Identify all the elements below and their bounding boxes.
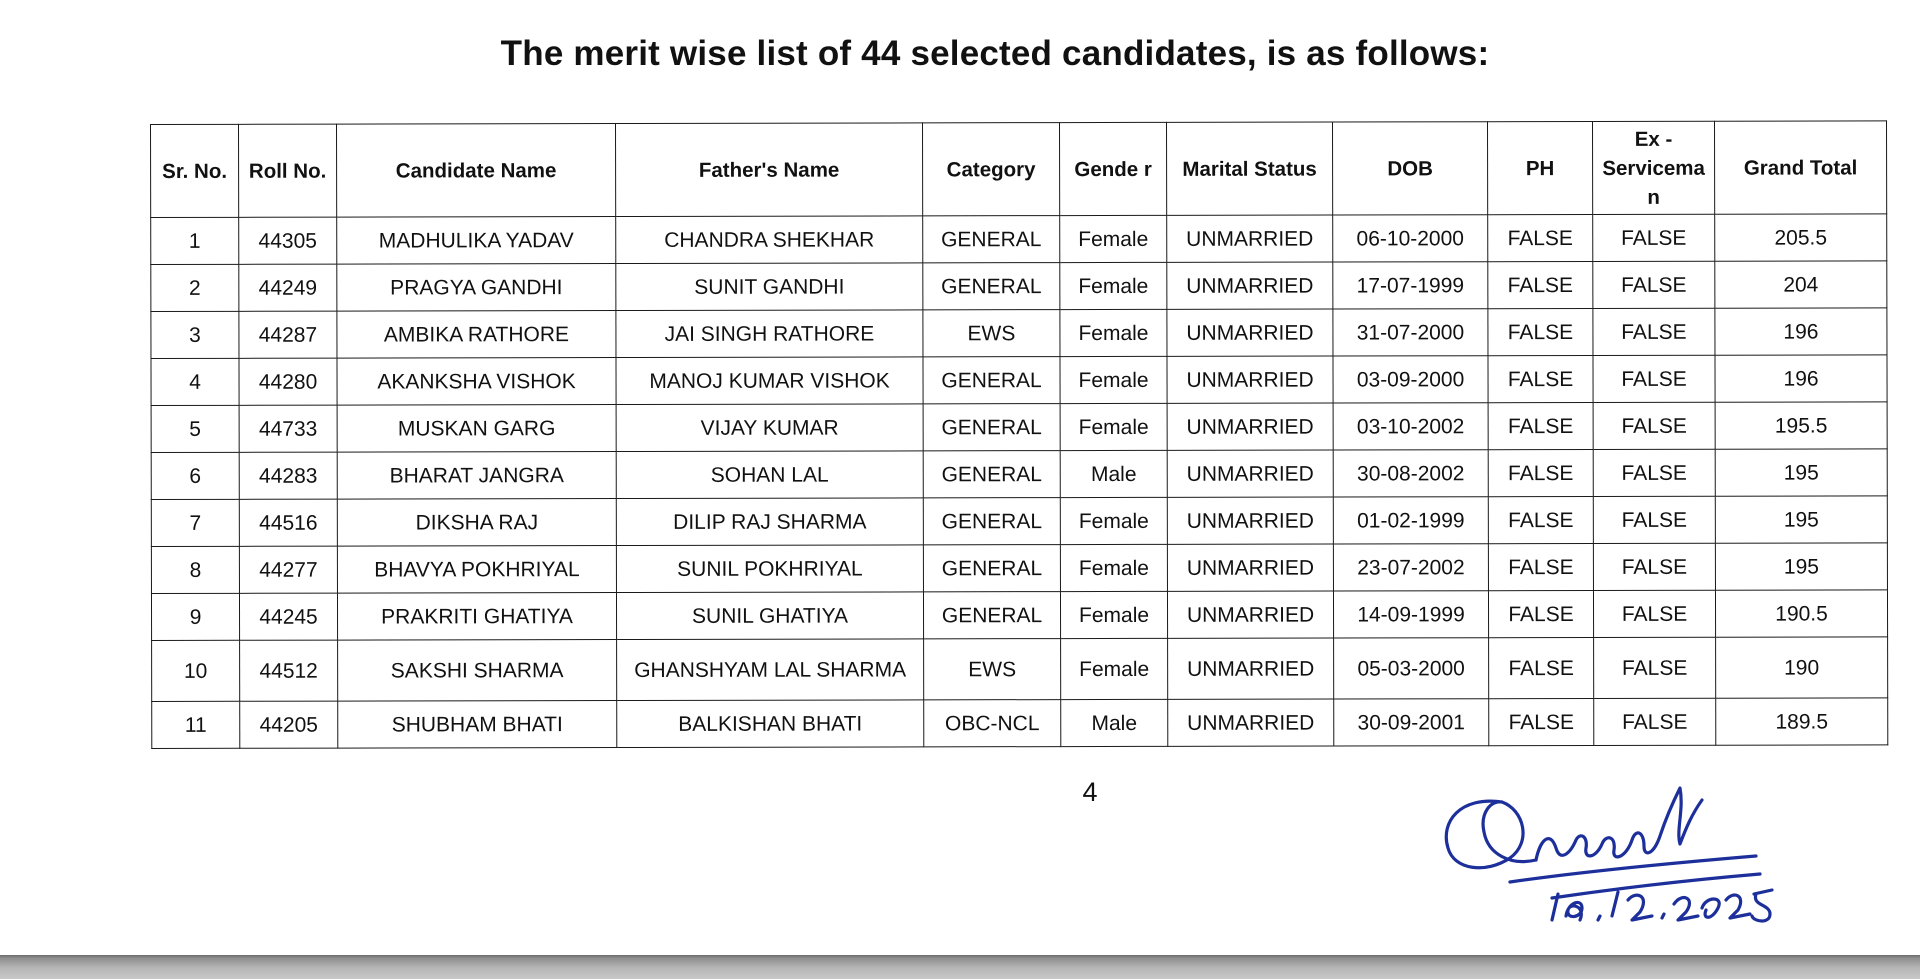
table-row (151, 308, 1887, 359)
cell-candidate-name: BHAVYA POKHRIYAL (337, 546, 616, 594)
cell-marital-status: UNMARRIED (1167, 356, 1333, 403)
cell-grand-total: 205.5 (1715, 214, 1887, 261)
cell-category: GENERAL (923, 545, 1060, 592)
cell-grand-total: 190 (1716, 637, 1888, 698)
table-row (151, 449, 1887, 500)
cell-gender: Male (1060, 450, 1167, 497)
table-row (151, 214, 1887, 265)
cell-ex-serviceman: FALSE (1594, 698, 1716, 745)
cell-dob: 06-10-2000 (1333, 215, 1488, 262)
cell-candidate-name: MUSKAN GARG (337, 405, 616, 453)
cell-sr-no: 8 (151, 546, 239, 593)
cell-gender: Female (1060, 544, 1167, 591)
cell-ph: FALSE (1488, 402, 1593, 449)
signature-underline-2 (1552, 874, 1760, 898)
cell-ex-serviceman: FALSE (1593, 449, 1715, 496)
cell-roll-no: 44512 (240, 640, 338, 701)
header-ph: PH (1487, 121, 1592, 214)
table-row (152, 698, 1888, 749)
cell-grand-total: 189.5 (1716, 698, 1888, 745)
cell-category: GENERAL (923, 357, 1060, 404)
cell-grand-total: 195 (1715, 543, 1887, 590)
cell-ph: FALSE (1488, 214, 1593, 261)
cell-grand-total: 195 (1715, 496, 1887, 543)
cell-ex-serviceman: FALSE (1593, 214, 1715, 261)
cell-ex-serviceman: FALSE (1593, 355, 1715, 402)
header-gender: Gende r (1059, 122, 1166, 215)
page-number: 4 (1082, 777, 1098, 807)
header-sr-no: Sr. No. (151, 124, 239, 217)
cell-dob: 30-08-2002 (1333, 450, 1488, 497)
cell-grand-total: 195 (1715, 449, 1887, 496)
cell-fathers-name: SUNIT GANDHI (616, 263, 923, 311)
cell-ex-serviceman: FALSE (1593, 590, 1715, 637)
cell-candidate-name: SHUBHAM BHATI (338, 701, 617, 749)
cell-roll-no: 44245 (239, 593, 337, 640)
cell-gender: Female (1060, 309, 1167, 356)
cell-dob: 03-09-2000 (1333, 356, 1488, 403)
header-marital-status: Marital Status (1166, 122, 1332, 215)
cell-candidate-name: PRAKRITI GHATIYA (337, 593, 616, 641)
header-roll-no: Roll No. (239, 124, 337, 217)
cell-marital-status: UNMARRIED (1167, 497, 1333, 544)
table-row (151, 261, 1887, 312)
cell-roll-no: 44287 (239, 311, 337, 358)
cell-gender: Female (1061, 638, 1168, 699)
handwritten-signature (1440, 770, 1780, 940)
cell-marital-status: UNMARRIED (1167, 215, 1333, 262)
cell-category: OBC-NCL (924, 700, 1061, 747)
cell-dob: 23-07-2002 (1333, 544, 1488, 591)
cell-sr-no: 7 (151, 499, 239, 546)
cell-marital-status: UNMARRIED (1167, 450, 1333, 497)
cell-dob: 30-09-2001 (1334, 699, 1489, 746)
cell-fathers-name: SUNIL POKHRIYAL (616, 545, 923, 593)
cell-ph: FALSE (1488, 590, 1593, 637)
table-row (152, 637, 1888, 702)
cell-roll-no: 44283 (239, 452, 337, 499)
signature-initial-loop (1446, 801, 1536, 868)
cell-sr-no: 3 (151, 311, 239, 358)
cell-marital-status: UNMARRIED (1167, 544, 1333, 591)
cell-category: GENERAL (923, 592, 1060, 639)
cell-sr-no: 5 (151, 405, 239, 452)
cell-candidate-name: AMBIKA RATHORE (337, 311, 616, 359)
cell-category: GENERAL (923, 216, 1060, 263)
cell-ex-serviceman: FALSE (1593, 308, 1715, 355)
cell-gender: Female (1060, 497, 1167, 544)
cell-roll-no: 44277 (239, 546, 337, 593)
cell-dob: 01-02-1999 (1333, 497, 1488, 544)
cell-gender: Female (1060, 215, 1167, 262)
cell-dob: 03-10-2002 (1333, 403, 1488, 450)
cell-ph: FALSE (1489, 637, 1594, 698)
header-dob: DOB (1332, 122, 1487, 215)
cell-sr-no: 1 (151, 217, 239, 264)
cell-sr-no: 10 (152, 640, 240, 701)
merit-table-container (150, 124, 1886, 749)
cell-gender: Female (1060, 403, 1167, 450)
cell-candidate-name: MADHULIKA YADAV (337, 217, 616, 265)
cell-ph: FALSE (1488, 496, 1593, 543)
cell-sr-no: 11 (152, 701, 240, 748)
cell-fathers-name: CHANDRA SHEKHAR (616, 216, 923, 264)
cell-grand-total: 195.5 (1715, 402, 1887, 449)
table-row (151, 590, 1887, 641)
cell-candidate-name: PRAGYA GANDHI (337, 264, 616, 312)
header-candidate-name: Candidate Name (337, 124, 616, 218)
cell-fathers-name: GHANSHYAM LAL SHARMA (617, 639, 924, 701)
cell-gender: Female (1060, 262, 1167, 309)
header-fathers-name: Father's Name (616, 123, 923, 217)
table-row (151, 402, 1887, 453)
cell-ex-serviceman: FALSE (1593, 543, 1715, 590)
signature-body-stroke (1536, 788, 1702, 860)
cell-ex-serviceman: FALSE (1593, 496, 1715, 543)
cell-ph: FALSE (1488, 308, 1593, 355)
cell-marital-status: UNMARRIED (1167, 262, 1333, 309)
cell-gender: Male (1061, 699, 1168, 746)
header-ex-serviceman: Ex - Servicema n (1592, 121, 1714, 214)
cell-fathers-name: MANOJ KUMAR VISHOK (616, 357, 923, 405)
cell-category: GENERAL (923, 263, 1060, 310)
cell-roll-no: 44516 (239, 499, 337, 546)
cell-roll-no: 44305 (239, 217, 337, 264)
cell-candidate-name: SAKSHI SHARMA (338, 640, 617, 702)
cell-fathers-name: JAI SINGH RATHORE (616, 310, 923, 358)
cell-dob: 05-03-2000 (1334, 638, 1489, 699)
cell-category: EWS (923, 310, 1060, 357)
cell-ex-serviceman: FALSE (1593, 402, 1715, 449)
cell-marital-status: UNMARRIED (1167, 309, 1333, 356)
cell-ex-serviceman: FALSE (1594, 637, 1716, 698)
cell-sr-no: 4 (151, 358, 239, 405)
cell-ph: FALSE (1488, 355, 1593, 402)
cell-category: EWS (924, 639, 1061, 700)
cell-sr-no: 2 (151, 264, 239, 311)
cell-category: GENERAL (923, 451, 1060, 498)
cell-grand-total: 190.5 (1715, 590, 1887, 637)
cell-dob: 14-09-1999 (1333, 591, 1488, 638)
cell-ph: FALSE (1488, 449, 1593, 496)
page-bottom-edge (0, 955, 1920, 979)
cell-marital-status: UNMARRIED (1167, 591, 1333, 638)
cell-gender: Female (1060, 591, 1167, 638)
cell-fathers-name: SUNIL GHATIYA (616, 592, 923, 640)
merit-list-table (150, 120, 1888, 749)
cell-grand-total: 204 (1715, 261, 1887, 308)
cell-roll-no: 44280 (239, 358, 337, 405)
cell-marital-status: UNMARRIED (1168, 638, 1334, 699)
cell-sr-no: 9 (151, 593, 239, 640)
cell-marital-status: UNMARRIED (1168, 699, 1334, 746)
cell-dob: 17-07-1999 (1333, 262, 1488, 309)
cell-grand-total: 196 (1715, 308, 1887, 355)
table-row (151, 543, 1887, 594)
cell-ph: FALSE (1488, 543, 1593, 590)
page-title: The merit wise list of 44 selected candidates, is as follows: (500, 34, 1490, 73)
table-row (151, 355, 1887, 406)
cell-sr-no: 6 (151, 452, 239, 499)
table-row (151, 496, 1887, 547)
cell-candidate-name: DIKSHA RAJ (337, 499, 616, 547)
cell-ex-serviceman: FALSE (1593, 261, 1715, 308)
cell-roll-no: 44733 (239, 405, 337, 452)
cell-fathers-name: BALKISHAN BHATI (617, 700, 924, 748)
cell-gender: Female (1060, 356, 1167, 403)
cell-marital-status: UNMARRIED (1167, 403, 1333, 450)
table-header-row (151, 121, 1887, 218)
cell-category: GENERAL (923, 404, 1060, 451)
cell-candidate-name: AKANKSHA VISHOK (337, 358, 616, 406)
cell-fathers-name: VIJAY KUMAR (616, 404, 923, 452)
cell-candidate-name: BHARAT JANGRA (337, 452, 616, 500)
header-grand-total: Grand Total (1714, 121, 1886, 214)
cell-category: GENERAL (923, 498, 1060, 545)
cell-roll-no: 44205 (240, 701, 338, 748)
cell-ph: FALSE (1488, 261, 1593, 308)
header-category: Category (922, 123, 1059, 216)
cell-fathers-name: SOHAN LAL (616, 451, 923, 499)
cell-dob: 31-07-2000 (1333, 309, 1488, 356)
cell-fathers-name: DILIP RAJ SHARMA (616, 498, 923, 546)
cell-ph: FALSE (1489, 698, 1594, 745)
cell-roll-no: 44249 (239, 264, 337, 311)
cell-grand-total: 196 (1715, 355, 1887, 402)
